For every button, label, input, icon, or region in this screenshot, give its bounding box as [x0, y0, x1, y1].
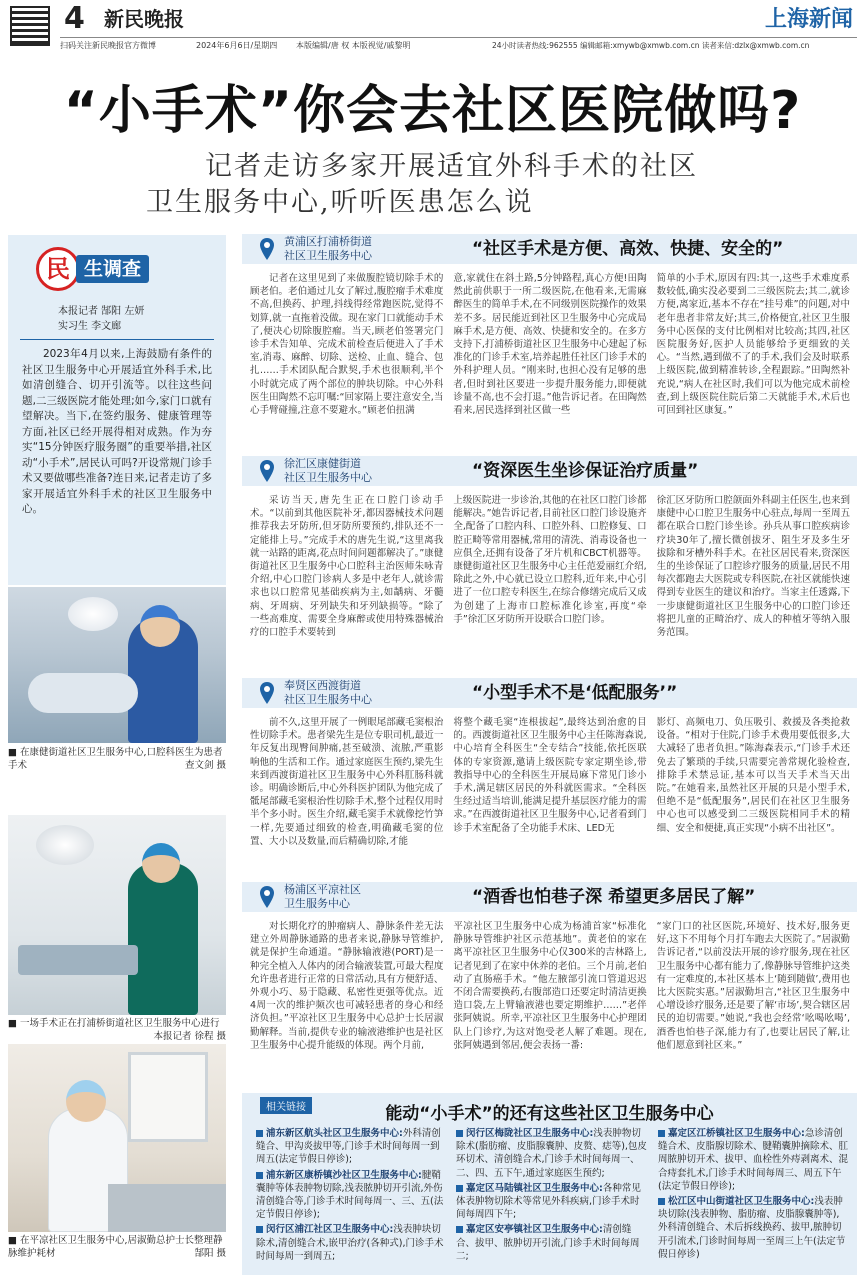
bullet-square-icon [456, 1130, 463, 1137]
bullet-square-icon [256, 1226, 263, 1233]
related-entry-name: 闵行区浦江社区卫生服务中心: [266, 1224, 394, 1236]
related-entry-desc: 清创缝合、拔甲、脓肿切开引流,门诊手术时间每周二; [456, 1224, 640, 1262]
ceiling-lamp [36, 825, 94, 865]
section-4-body [250, 920, 850, 1088]
related-entry [256, 1169, 446, 1222]
section-2-col3: 徐汇区牙防所口腔颌面外科副主任医生,也来到康健中心口腔卫生服务中心驻点,每周一至周五都在联合口腔门诊坐诊。孙兵从事口腔疾病诊疗块30年了,擅长微创拔牙、阻生牙及多生牙拔除和牙槽外科手术。在社区居民看来,资深医生的坐诊保证了口腔诊疗服务的质量,居民不用每次都跑去大医院或专科医院,在社区就能快速得到专业医生的建议和治疗。当家主任透露,下一步康健街道社区卫生服务中心的口腔门诊还将把儿童的正畸治疗、成人的种植牙等纳入服务范围。 [656, 495, 850, 639]
bullet-square-icon [256, 1130, 263, 1137]
related-entry-name: 松江区中山街道社区卫生服务中心: [668, 1196, 815, 1208]
section-3-col1: 前不久,这里开展了一例眼尾部藏毛窦根治性切除手术。患者梁先生是位专职司机,最近一年反复出现臀间肿痛,甚至破溃、流脓,严重影响他的生活和工作。通过家庭医生预约,梁先生来到西渡街道社区卫生服务中心外科肛肠科就诊。明确诊断后,中心外科医护团队为他完成了骶尾部藏毛窦根治性切除手术,整个过程仅用时半个多小时。医生介绍,藏毛窦手术就像挖竹笋一样,先要通过细致的检查,明确藏毛窦的位置、大小以及数量,而后精确切除,才能 [250, 717, 444, 847]
section-2-header [242, 456, 857, 486]
location-pin-icon [260, 238, 274, 260]
section-4-location [284, 883, 424, 911]
section-name: 上海新闻 [764, 7, 853, 32]
operating-table [18, 945, 138, 975]
related-entry-desc: 腱鞘囊肿等体表肿物切除,浅表脓肿切开引流,外伤清创缝合等,门诊手术时间每周一、三、五(法定节假日停诊); [256, 1169, 444, 1221]
related-entry-name: 嘉定区江桥镇社区卫生服务中心: [668, 1128, 805, 1139]
section-4-location-line2: 卫生服务中心 [284, 897, 350, 910]
section-4-col2: 平凉社区卫生服务中心成为杨浦首家“标准化静脉导管维护社区示范基地”。黄老伯的家在离平凉社区卫生服务中心仅300米的吉林路上,记者见到了在家中休养的老伯。三个月前,老伯动了直肠癌手术。“他左腋部引流口管道迟迟不闭合需要换药,右腹部造口还要定时清洁更换造口袋,左上臂输液港也要定期维护……”老伴张阿姨说。所幸,平凉社区卫生服务中心护理团队上门诊疗,为这对饱受老人解了难题。现在,张阿姨遇到邻居,便会表扬一番: [453, 921, 647, 1051]
related-title: 能动“小手术”的还有这些社区卫生服务中心 [385, 1104, 714, 1124]
related-entry-desc: 急诊清创缝合术、皮脂腺切除术、腱鞘囊肿摘除术、肛周脓肿切开术、拔甲、血栓性外痔剥离术、混合痔套扎术,门诊手术时间每周三、周五下午(法定节假日停诊); [658, 1128, 849, 1192]
section-1-col1: 记者在这里见到了来做腹腔镜切除手术的顾老伯。老伯通过儿女了解过,腹腔瘤手术难度不高,但换药、护理,抖线得经常跑医院,觉得不划算,就一直拖着没做。现在家门口就能动手术了,便决心切除腹腔瘤。当天,顾老伯签署完门诊手术告知单、完成术前检查后便进入了手术室,消毒、麻醉、切除、送检、止血、缝合、包扎……手术团队配合默契,手术也很顺利,半个小时就完成了两个部位的肿块切除。中心外科医生田陶然不忘叮嘱:“回家隔上要注意安全,当心手臂碰撞,注意不要避水。”顾老伯扭满 [250, 273, 444, 417]
editor-line: 本版编辑/唐 权 本版视觉/戚黎明 [296, 41, 411, 50]
masthead-rule [60, 37, 857, 38]
photo-nurse [8, 1044, 226, 1232]
related-entry [456, 1223, 648, 1263]
section-4-location-line1: 杨浦区平凉社区 [284, 883, 361, 896]
bullet-square-icon [456, 1185, 463, 1192]
section-1-location-line1: 黄浦区打浦桥街道 [284, 235, 372, 248]
photo3-caption [8, 1234, 226, 1260]
hotline: 24小时读者热线:962555 编辑邮箱:xmywb@xmwb.com.cn 读者来信:dzlx@xmwb.com.cn [492, 41, 810, 50]
section-4-col3: “家门口的社区医院,环境好、技术好,服务更好,这下不用每个月打车跑去大医院了。”居淑勤告诉记者,“以前没法开展的诊疗服务,现在社区卫生服务中心都有能力了,像静脉导管维护这类有一定难度的,本社区基本上‘随到随做’,费用也比大医院实惠。”居淑勤坦言,“社区卫生服务中心增设诊疗服务,还是要了解‘市场’,契合辖区居民的迫切需要。”她说,“我也会经常‘吆喝吆喝’,酒香也怕巷子深,能力有了,也要让居民了解,让他们愿意到社区来。” [656, 921, 850, 1051]
related-entry [256, 1127, 446, 1167]
photo-dental-surgery [8, 587, 226, 743]
related-tag: 相关链接 [260, 1097, 312, 1114]
headline: “小手术”你会去社区医院做吗? [63, 81, 802, 141]
related-col1 [256, 1127, 446, 1265]
section-4-col1: 对长期化疗的肿瘤病人、静脉条件差无法建立外周静脉通路的患者来说,静脉导管维护,就是保护生命通道。“静脉输液港(PORT)是一种完全植入人体内的闭合输液装置,可最大程度允许患者进行正常的日常活动,具有方便舒适、外观小巧、易于隐藏、私密性更强等优点。近4周一次的维护频次也可减轻患者的身心和经济负担。”平凉社区卫生服务中心总护士长居淑勤解释。当前,提供专业的输液港维护也是社区卫生服务中心提升能级的体现。两个月前, [250, 921, 444, 1051]
section-2-location [284, 457, 424, 485]
related-entry-name: 闵行区梅陇社区卫生服务中心: [466, 1128, 594, 1139]
section-2-location-line2: 社区卫生服务中心 [284, 471, 372, 484]
section-1-header [242, 234, 857, 264]
section-3-body [250, 716, 850, 876]
section-2-body [250, 494, 850, 674]
section-1-col2: 意,家就住在斜土路,5分钟路程,真心方便!田陶然此前供职于一所二级医院,在他看来,无需麻醉医生的简单手术,在不同级别医院操作的效果差不多。居民能近到社区卫生服务中心完成局麻手术,是方便、高效、快捷和安全的。在多方支持下,打浦桥街道社区卫生服务中心建起了标准化的门诊手术室,培养起胜任社区门诊手术的外科护理人员。“刚来时,也担心没有足够的患者,但时到社区要进一步提升服务能力,即便就诊量不高,也不会打退。”他告诉记者。在田陶然看来,居民选择到社区做一些 [453, 273, 647, 417]
related-entry [658, 1127, 848, 1193]
nurse-head [66, 1080, 106, 1122]
surgeon-figure [128, 863, 198, 1015]
photo-operation-room [8, 815, 226, 1015]
location-pin-icon [260, 886, 274, 908]
window-frame [128, 1052, 208, 1142]
bullet-square-icon [658, 1198, 665, 1205]
section-3-title: “小型手术不是‘低配服务’” [472, 683, 678, 703]
survey-badge [36, 247, 186, 291]
sidebar-divider [20, 339, 214, 340]
subhead-line2: 卫生服务中心,听听医患怎么说 [146, 187, 534, 218]
section-2-title: “资深医生坐诊保证治疗质量” [472, 461, 699, 481]
related-entry-name: 嘉定区马陆镇社区卫生服务中心: [466, 1182, 603, 1194]
related-entry-desc: 浅表肿块切除(浅表肿物、脂肪瘤、皮脂腺囊肿等),外科清创缝合、术后拆线换药、拔甲,脓肿切开引流术,门诊时间每周一至周三上午(法定节假日停诊) [658, 1196, 846, 1260]
page-number: 4 [64, 1, 85, 36]
related-entry-name: 浦东新区康桥镇沙社区卫生服务中心: [266, 1169, 422, 1181]
section-3-location-line1: 奉贤区西渡街道 [284, 679, 361, 692]
related-entry-desc: 浅表肿块切除术,清创缝合术,嵌甲治疗(各种式),门诊手术时间每周一到周五; [256, 1224, 444, 1262]
badge-rest: 生调查 [76, 255, 149, 283]
related-entry [658, 1195, 848, 1261]
section-3-col2: 将整个藏毛窦“连根拔起”,最终达到治愈的目的。西渡街道社区卫生服务中心主任陈海森说,中心培育全科医生“全专结合”技能,依托医联体的专家资源,邀请上级医院专家定期坐诊,带教指导中心的全科医生开展局麻下常见门诊小手术,满足辖区居民的外科就医需求。“全科医生经过适当培训,能满足提升基层医疗能力的需求。”在西渡街道社区卫生服务中心,记者看到门诊手术室配备了全功能手术床、LED无 [453, 717, 647, 834]
related-entry [256, 1223, 446, 1263]
photo3-caption-text: ■ 在平凉社区卫生服务中心,居淑勤总护士长整理静脉维护耗材 [8, 1235, 223, 1259]
related-entry-desc: 外科清创缝合、甲沟炎拔甲等,门诊手术时间每周一到周五(法定节假日停诊); [256, 1128, 441, 1166]
related-entry [456, 1127, 648, 1180]
surgeon-head [142, 843, 180, 883]
related-links-box [242, 1093, 857, 1275]
bullet-square-icon [456, 1226, 463, 1233]
section-2-col2: 上级医院进一步诊治,其他的在社区口腔门诊都能解决。”她告诉记者,目前社区口腔门诊设施齐全,配备了口腔内科、口腔外科、口腔修复、口腔正畸等常用器械,常用的清洗、消毒设备也一应俱全,还拥有设备了牙片机和CBCT机器等。康健街道社区卫生服务中心主任范爱丽红介绍,除此之外,中心就已设立口腔科,近年来,中心引进了一位口腔专科医生,在综合修缮完成后又成为创建了上海市口腔标准化诊室,再度“牵手”徐汇区牙防所开设联合口腔门诊。 [453, 495, 647, 625]
related-entry-name: 浦东新区航头社区卫生服务中心: [266, 1128, 403, 1139]
sidebar-byline2: 实习生 李文廊 [58, 321, 122, 332]
bullet-square-icon [256, 1172, 263, 1179]
section-2-location-line1: 徐汇区康健街道 [284, 457, 361, 470]
section-1-location-line2: 社区卫生服务中心 [284, 249, 372, 262]
related-col3 [658, 1127, 848, 1263]
section-3-header [242, 678, 857, 708]
photo1-caption-text: ■ 在康健街道社区卫生服务中心,口腔科医生为患者手术 [8, 747, 223, 771]
related-entry-desc: 浅表肿物切除术(脂肪瘤、皮脂腺囊肿、皮赘、痣等),包皮环切术、清创缝合术,门诊手术时间每周一、二、四、五下午,通过家庭医生预约; [456, 1128, 647, 1179]
photo1-credit: 查文剑 摄 [184, 760, 226, 771]
dentist-head [140, 605, 180, 647]
section-4-header [242, 882, 857, 912]
section-3-location [284, 679, 424, 707]
badge-char: 民 [36, 247, 80, 291]
section-2-col1: 采访当天,唐先生正在口腔门诊动手术。“以前到其他医院补牙,都因器械技术问题推荐我去牙防所,但牙防所要预约,排队还不一定能排上号。”完成手术的唐先生说,“这里离我就一站路的距离,花点时间问题都解决了。”康健街道社区卫生服务中心口腔科主治医师朱咏青介绍,中心口腔门诊病人多是中老年人,就诊需求也以口腔常见基础疾病为主,如龋病、牙髓病、牙周病、牙列缺失和牙列缺损等。“除了一些高难度、需要全身麻醉或使用特殊器械治疗的口腔手术要转到 [250, 495, 444, 639]
sidebar-intro-box [8, 235, 226, 585]
section-3-col3: 影灯、高频电刀、负压吸引、救援及各类抢救设备。“相对于住院,门诊手术费用要低很多,大大减轻了患者负担。”陈海森表示,“门诊手术还免去了繁琐的手续,只需要完善常规化验检查,排除手术禁忌证,基本可以当天手术当天出院。”在她看来,虽然社区开展的只是小型手术,但绝不是“低配服务”,居民们在社区卫生服务中心也可以感受到二三级医院相同手术的精细、安全和便捷,真正实现“小病不出社区”。 [656, 717, 850, 834]
section-1-location [284, 235, 424, 263]
sidebar-byline1: 本报记者 郜阳 左妍 [58, 306, 145, 317]
sidebar-intro-text: 2023年4月以来,上海鼓励有条件的社区卫生服务中心开展适宜外科手术,比如清创缝合、切开引流等。以往这些问题,二三级医院才能处理;如今,家门口就有望解决。当下,在签约服务、健康管理等方面,社区已经开展得相对成熟。作为夯实“15分钟医疗服务圈”的重要举措,社区动“小手术”,居民认可吗?开设常规门诊手术又要做哪些准备?连日来,记者走访了多家开展适宜外科手术的社区卫生服务中心。 [22, 348, 212, 515]
section-1-body [250, 272, 850, 476]
subhead-line1: 记者走访多家开展适宜外科手术的社区 [205, 151, 698, 182]
date-line: 2024年6月6日/星期四 [196, 41, 278, 50]
section-3-location-line2: 社区卫生服务中心 [284, 693, 372, 706]
section-4-title: “酒香也怕巷子深 希望更多居民了解” [472, 887, 756, 907]
location-pin-icon [260, 460, 274, 482]
desk [108, 1184, 226, 1232]
section-1-col3: 简单的小手术,原因有四:其一,这些手术难度系数较低,确实没必要到二三级医院去;其二,就诊方便,离家近,基本不存在“挂号难”的问题,对中老年患者非常友好;其三,价格便宜,社区卫生服务中心医保的支付比例相对比较高;其四,社区医院服务好,医护人员能够给予更细致的关心。“当然,遇到做不了的手术,我们会及时联系上级医院,做到精准转诊,全程跟踪。”田陶然补充说,“病人在社区时,我们可以为他完成术前检查,到上级医院住院后第二天就能手术,术后也可回到社区康复。” [656, 273, 850, 417]
related-entry-desc: 各种常见体表肿物切除术等常见外科疾病,门诊手术时间每周四下午; [456, 1182, 641, 1221]
qr-hint: 扫码关注新民晚报官方微博 [60, 41, 156, 50]
qr-code[interactable] [10, 6, 50, 46]
related-entry [456, 1182, 648, 1222]
bullet-square-icon [658, 1130, 665, 1137]
photo2-credit: 本报记者 徐程 摄 [153, 1031, 226, 1042]
paper-name: 新民晚报 [104, 7, 184, 31]
photo3-credit: 郜阳 摄 [194, 1248, 226, 1259]
photo2-caption [8, 1017, 226, 1043]
location-pin-icon [260, 682, 274, 704]
related-entry-name: 嘉定区安亭镇社区卫生服务中心: [466, 1224, 603, 1236]
related-col2 [456, 1127, 648, 1265]
photo2-caption-text: ■ 一场手术正在打浦桥街道社区卫生服务中心进行 [8, 1018, 220, 1029]
section-1-title: “社区手术是方便、高效、快捷、安全的” [472, 239, 784, 259]
surgical-lamp [68, 597, 118, 631]
patient-figure [28, 673, 138, 713]
photo1-caption [8, 746, 226, 772]
